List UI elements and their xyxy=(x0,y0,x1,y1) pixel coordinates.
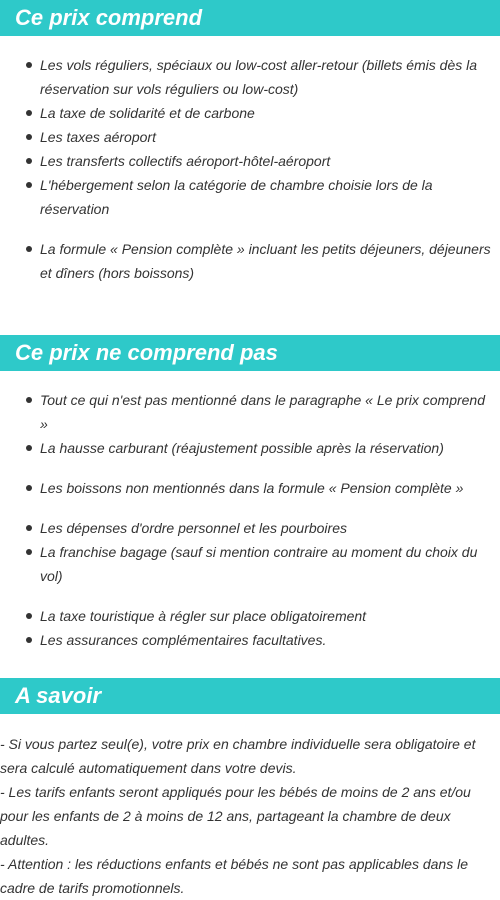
list-item-text: L'hébergement selon la catégorie de chambre choisie lors de la réservation xyxy=(40,177,433,217)
list-item-text: Les dépenses d'ordre personnel et les pourboires xyxy=(40,520,347,536)
list-item xyxy=(0,173,500,221)
bullet-icon xyxy=(26,485,32,491)
list-item xyxy=(0,540,500,588)
list-item xyxy=(0,476,500,500)
list-item xyxy=(0,604,500,628)
included-list xyxy=(0,53,500,285)
list-item-text: Les transferts collectifs aéroport-hôtel-aéroport xyxy=(40,153,331,169)
bullet-icon xyxy=(26,182,32,188)
list-item xyxy=(0,101,500,125)
bullet-icon xyxy=(26,445,32,451)
list-item xyxy=(0,628,500,652)
list-item xyxy=(0,125,500,149)
list-item xyxy=(0,53,500,101)
list-item-text: Les taxes aéroport xyxy=(40,129,156,145)
info-note: - Les tarifs enfants seront appliqués pour les bébés de moins de 2 ans et/ou pour les enfants de 2 à moins de 12 ans, partageant la chambre de deux adultes. xyxy=(0,784,471,848)
bullet-icon xyxy=(26,110,32,116)
list-item-text: Les vols réguliers, spéciaux ou low-cost aller-retour (billets émis dès la réservation sur vols réguliers ou low-cost) xyxy=(40,57,478,97)
bullet-icon xyxy=(26,134,32,140)
bullet-icon xyxy=(26,549,32,555)
list-item xyxy=(0,388,500,436)
bullet-icon xyxy=(26,613,32,619)
list-item-text: Les assurances complémentaires facultatives. xyxy=(40,632,327,648)
info-notes xyxy=(0,732,500,900)
list-item-text: La franchise bagage (sauf si mention contraire au moment du choix du vol) xyxy=(40,544,478,584)
list-item xyxy=(0,149,500,173)
section-title-excluded: Ce prix ne comprend pas xyxy=(0,335,500,371)
info-note: - Si vous partez seul(e), votre prix en chambre individuelle sera obligatoire et sera calculé automatiquement dans votre devis. xyxy=(0,736,476,776)
list-item xyxy=(0,237,500,285)
bullet-icon xyxy=(26,397,32,403)
section-title-included: Ce prix comprend xyxy=(0,0,500,36)
bullet-icon xyxy=(26,62,32,68)
list-item-text: La taxe de solidarité et de carbone xyxy=(40,105,255,121)
excluded-list xyxy=(0,388,500,652)
section-title-info: A savoir xyxy=(0,678,500,714)
list-item-text: La taxe touristique à régler sur place obligatoirement xyxy=(40,608,367,624)
list-item-text: La formule « Pension complète » incluant les petits déjeuners, déjeuners et dîners (hors boissons) xyxy=(40,241,491,281)
list-item xyxy=(0,516,500,540)
list-item-text: Les boissons non mentionnés dans la formule « Pension complète » xyxy=(40,480,464,496)
list-item-text: La hausse carburant (réajustement possible après la réservation) xyxy=(40,440,444,456)
bullet-icon xyxy=(26,525,32,531)
bullet-icon xyxy=(26,158,32,164)
list-item-text: Tout ce qui n'est pas mentionné dans le paragraphe « Le prix comprend » xyxy=(40,392,485,432)
list-item xyxy=(0,436,500,460)
bullet-icon xyxy=(26,637,32,643)
bullet-icon xyxy=(26,246,32,252)
info-note: - Attention : les réductions enfants et bébés ne sont pas applicables dans le cadre de tarifs promotionnels. xyxy=(0,856,469,896)
